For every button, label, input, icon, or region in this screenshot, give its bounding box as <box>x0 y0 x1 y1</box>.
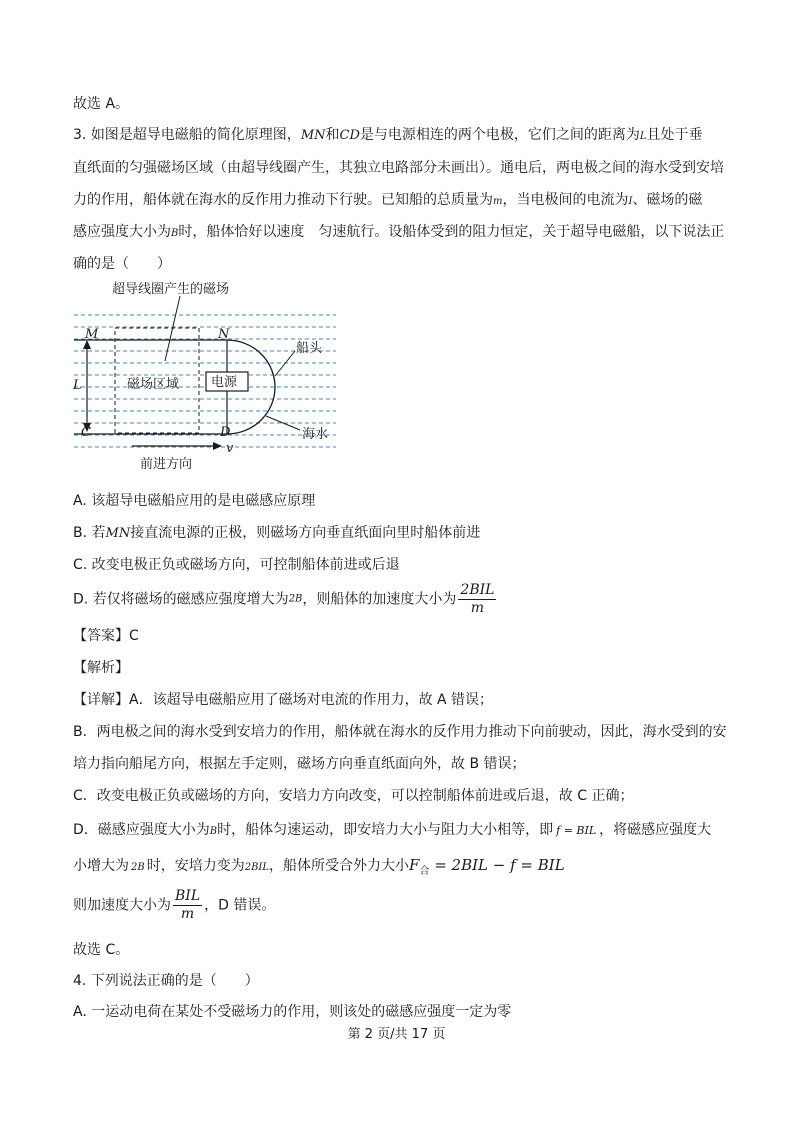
analysis-text: A．该超导电磁船应用了磁场对电流的作用力，故 A 错误； <box>129 692 494 708</box>
option-text: B. 若 <box>73 525 106 541</box>
var-l: L <box>639 131 647 142</box>
analysis-c: C．改变电极正负或磁场的方向，安培力方向改变，可以控制船体前进或后退，故 C 正确； <box>73 788 634 804</box>
var-i: I <box>628 196 633 207</box>
label-region: 磁场区域 <box>127 377 180 392</box>
var-2b: 2B <box>131 862 145 873</box>
var-b: B <box>171 228 179 239</box>
label-l: L <box>73 378 82 393</box>
q3-option-b <box>73 525 480 542</box>
analysis-text: 则加速度大小为 <box>73 897 171 914</box>
q3-text: 感应强度大小为 <box>73 224 171 240</box>
detail-label: 【详解】 <box>73 692 129 708</box>
q3-text: 力的作用，船体就在海水的反作用力推动下行驶。已知船的总质量为 <box>73 192 493 208</box>
q3-text: 是与电源相连的两个电极，它们之间的距离为 <box>359 127 640 143</box>
page-footer: 第 2 页/共 17 页 <box>347 1027 446 1042</box>
q3-text: 、磁场的磁 <box>632 192 703 208</box>
q3-number: 3. <box>73 127 87 143</box>
analysis-a <box>73 692 493 708</box>
analysis-text: 小增大为 <box>73 858 129 874</box>
direction-arrow-icon <box>213 442 222 450</box>
var-mn: MN <box>300 128 326 143</box>
label-v: v <box>226 441 234 456</box>
q3-option-d <box>73 582 498 617</box>
q4-stem: 4. 下列说法正确的是（ ） <box>73 973 259 989</box>
analysis-text: 时，安培力变为 <box>146 858 245 874</box>
option-text: D. 若仅将磁场的磁感应强度增大为 <box>73 591 289 608</box>
q3-stem-line5: 确的是（ ） <box>73 256 171 272</box>
answer-value: C <box>129 628 139 644</box>
analysis-b1: B．两电极之间的海水受到安培力的作用，船体就在海水的反作用力推动下向前驶动，因此，海水受到的安 <box>73 724 727 740</box>
analysis-d2 <box>73 857 565 880</box>
q3-text: 匀速航行。设船体受到的阻力恒定，关于超导电磁船，以下说法正 <box>318 224 725 240</box>
analysis-d1 <box>73 822 711 840</box>
q3-stem-line2: 直纸面的匀强磁场区域（由超导线圈产生，其独立电路部分未画出）。通电后，两电极之间的海水受到安培 <box>73 160 724 176</box>
q3-text: 和 <box>325 127 340 143</box>
q3-stem-line1 <box>73 127 703 145</box>
var-2bil: 2BIL <box>244 862 270 873</box>
var-mn: MN <box>105 526 131 541</box>
q4-option-a: A. 一运动电荷在某处不受磁场力的作用，则该处的磁感应强度一定为零 <box>73 1004 512 1020</box>
q3-text: 且处于垂 <box>646 127 703 143</box>
analysis-text: ，D 错误。 <box>204 897 276 914</box>
label-d: D <box>220 425 231 440</box>
label-bow: 船头 <box>296 341 323 356</box>
fraction-2bil-over-m: $\frac{\text{2BIL}}{m}$ <box>460 582 495 616</box>
q3-option-a: A. 该超导电磁船应用的是电磁感应原理 <box>73 493 316 509</box>
analysis-text: ，船体所受合外力大小 <box>269 858 410 874</box>
superconducting-ship-diagram <box>70 278 340 473</box>
equation-f-bil: f = BIL <box>556 824 597 837</box>
q3-option-c: C. 改变电极正负或磁场方向，可控制船体前进或后退 <box>73 557 400 573</box>
q3-stem-line3 <box>73 192 702 210</box>
var-2b: 2B <box>288 593 303 605</box>
option-text: 接直流电源的正极，则磁场方向垂直纸面向里时船体前进 <box>130 525 481 541</box>
previous-answer: 故选 A。 <box>73 96 130 112</box>
analysis-text: ，将磁感应强度大 <box>599 822 712 838</box>
label-sea: 海水 <box>302 427 329 442</box>
seawater-lines <box>74 315 336 447</box>
var-cd: CD <box>339 128 360 143</box>
conclusion: 故选 C。 <box>73 942 130 958</box>
analysis-text: D．磁感应强度大小为 <box>73 822 210 838</box>
answer-line <box>73 628 139 644</box>
analysis-b2: 培力指向船尾方向，根据左手定则，磁场方向垂直纸面向外，故 B 错误； <box>73 756 526 772</box>
equation-f-total: $F_合 = 2BIL - f$ = BIL <box>409 856 565 877</box>
var-b: B <box>209 826 218 837</box>
option-text: ，则船体的加速度大小为 <box>302 591 457 608</box>
q3-text: 如图是超导电磁船的简化原理图， <box>90 127 301 143</box>
fraction-bil-over-m: $\frac{\text{BIL}}{m}$ <box>175 888 201 922</box>
analysis-text: 时，船体匀速运动，即安培力大小与阻力大小相等，即 <box>217 822 554 838</box>
label-field: 超导线圈产生的磁场 <box>112 282 230 297</box>
label-m: M <box>85 327 99 342</box>
analysis-d3 <box>73 888 275 923</box>
label-n: N <box>218 327 230 342</box>
label-c: C <box>81 425 91 440</box>
analysis-label: 【解析】 <box>73 660 129 676</box>
q3-text: ，当电极间的电流为 <box>502 192 629 208</box>
var-m: m <box>493 196 503 207</box>
q3-text: 时，船体恰好以速度 <box>178 224 305 240</box>
q3-stem-line4 <box>73 224 724 242</box>
answer-label: 【答案】 <box>73 628 129 644</box>
label-direction: 前进方向 <box>140 457 193 472</box>
label-power: 电源 <box>211 375 238 390</box>
